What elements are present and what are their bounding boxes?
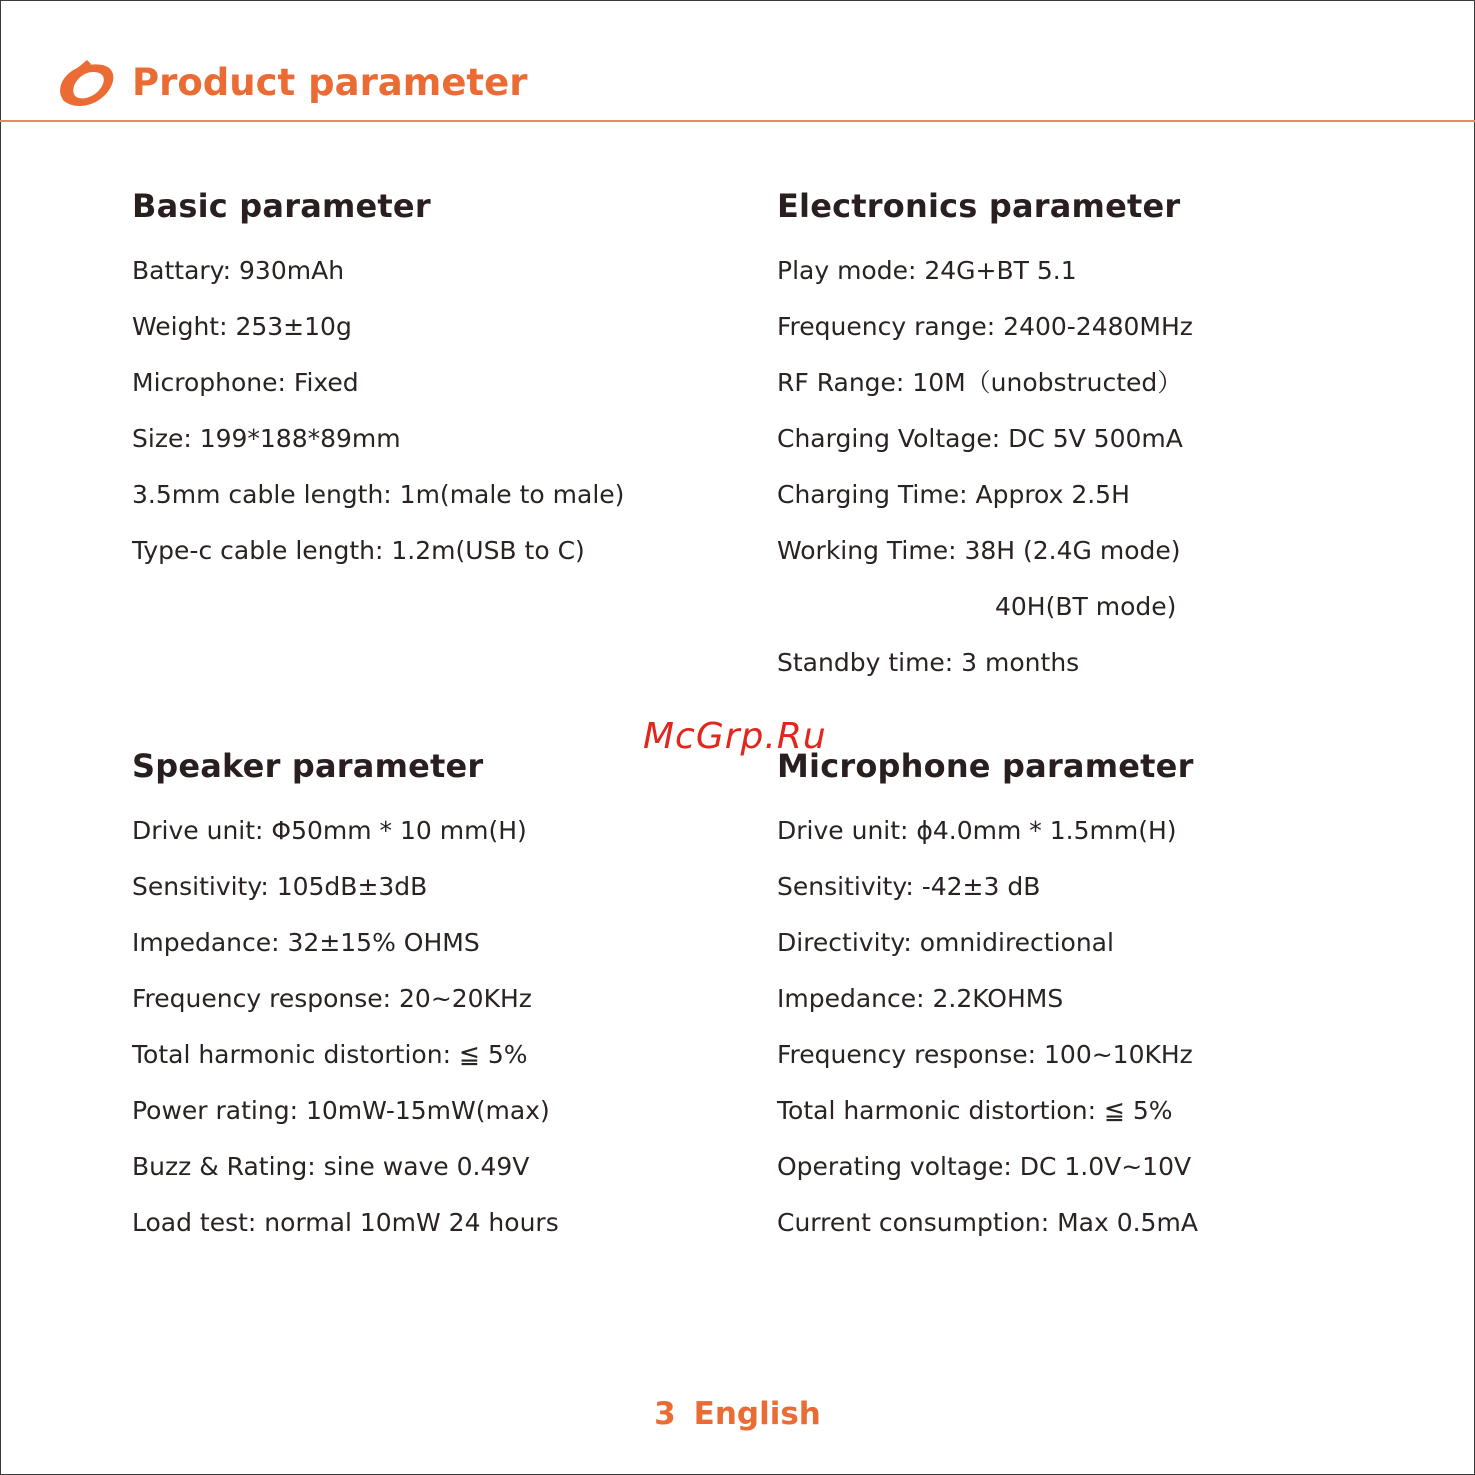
section-heading: Basic parameter (132, 187, 431, 225)
param-row: Impedance: 2.2KOHMS (777, 984, 1064, 1013)
param-row: Charging Voltage: DC 5V 500mA (777, 424, 1183, 453)
param-row: Drive unit: Φ50mm * 10 mm(H) (132, 816, 527, 845)
param-row: Power rating: 10mW-15mW(max) (132, 1096, 550, 1125)
header-divider (0, 120, 1475, 122)
param-row: Frequency range: 2400-2480MHz (777, 312, 1193, 341)
param-row: Impedance: 32±15% OHMS (132, 928, 480, 957)
param-row: Microphone: Fixed (132, 368, 359, 397)
section-heading: Speaker parameter (132, 747, 484, 785)
section-heading: Electronics parameter (777, 187, 1181, 225)
param-row: Current consumption: Max 0.5mA (777, 1208, 1198, 1237)
param-row: Buzz & Rating: sine wave 0.49V (132, 1152, 530, 1181)
param-row: 3.5mm cable length: 1m(male to male) (132, 480, 625, 509)
param-row: Directivity: omnidirectional (777, 928, 1114, 957)
param-row: Battary: 930mAh (132, 256, 345, 285)
speaker-parameter-section (132, 744, 559, 1251)
param-row: Charging Time: Approx 2.5H (777, 480, 1130, 509)
param-row: Working Time: 38H (2.4G mode) (777, 536, 1181, 565)
param-row: RF Range: 10M（unobstructed） (777, 368, 1183, 397)
param-row-continuation: 40H(BT mode) (995, 592, 1177, 621)
page-number: 3 (654, 1396, 676, 1432)
watermark: McGrp.Ru (643, 716, 827, 757)
section-heading: Microphone parameter (777, 747, 1194, 785)
param-row: Frequency response: 20~20KHz (132, 984, 532, 1013)
param-row: Load test: normal 10mW 24 hours (132, 1208, 559, 1237)
param-row: Sensitivity: 105dB±3dB (132, 872, 428, 901)
param-row: Sensitivity: -42±3 dB (777, 872, 1041, 901)
param-row: Weight: 253±10g (132, 312, 352, 341)
brand-logo-icon (57, 58, 117, 110)
footer-language: English (693, 1396, 821, 1432)
param-row: Operating voltage: DC 1.0V~10V (777, 1152, 1192, 1181)
page-title: Product parameter (132, 61, 528, 104)
param-row: Drive unit: ϕ4.0mm * 1.5mm(H) (777, 816, 1177, 845)
param-row: Size: 199*188*89mm (132, 424, 401, 453)
param-row: Standby time: 3 months (777, 648, 1080, 677)
param-row: Total harmonic distortion: ≦ 5% (777, 1096, 1173, 1125)
param-row: Type-c cable length: 1.2m(USB to C) (132, 536, 585, 565)
electronics-parameter-section (777, 184, 1193, 691)
page-footer (0, 1392, 1475, 1436)
param-row: Frequency response: 100~10KHz (777, 1040, 1193, 1069)
param-row: Play mode: 24G+BT 5.1 (777, 256, 1077, 285)
basic-parameter-section (132, 184, 624, 579)
param-row: Total harmonic distortion: ≦ 5% (132, 1040, 528, 1069)
microphone-parameter-section (777, 744, 1198, 1251)
